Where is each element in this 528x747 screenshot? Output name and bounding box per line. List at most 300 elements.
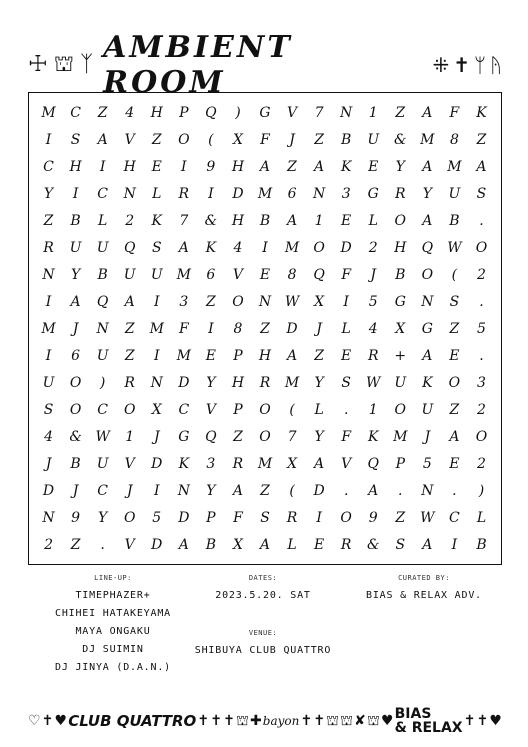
grid-cell: . bbox=[479, 347, 484, 364]
grid-cell: R bbox=[124, 374, 135, 391]
grid-cell: J bbox=[289, 131, 295, 148]
venue-name: SHIBUYA CLUB QUATTRO bbox=[194, 645, 332, 656]
grid-cell: D bbox=[151, 455, 163, 472]
grid-cell: D bbox=[313, 482, 325, 499]
grid-cell: Q bbox=[96, 293, 109, 310]
grid-cell: H bbox=[394, 239, 407, 256]
grid-cell: C bbox=[43, 158, 54, 175]
grid-cell: H bbox=[258, 347, 272, 364]
grid-cell: I bbox=[99, 158, 106, 175]
grid-cell: N bbox=[312, 185, 326, 202]
grid-cell: O bbox=[232, 293, 244, 310]
grid-cell: S bbox=[151, 239, 162, 256]
grid-cell: 3 bbox=[179, 293, 189, 310]
grid-cell: O bbox=[69, 401, 82, 418]
grid-cell: O bbox=[448, 374, 461, 391]
grid-cell: M bbox=[41, 320, 56, 337]
grid-cell: A bbox=[232, 482, 243, 499]
grid-cell: Z bbox=[314, 131, 324, 148]
grid-cell: Y bbox=[206, 374, 216, 391]
temple-icon: ⛫ bbox=[340, 713, 354, 729]
grid-cell: O bbox=[123, 401, 136, 418]
cross-icon: ✝ bbox=[300, 713, 313, 729]
grid-cell: L bbox=[368, 212, 378, 229]
grid-cell: X bbox=[232, 131, 243, 148]
grid-cell: S bbox=[395, 536, 406, 553]
grid-cell: Y bbox=[98, 509, 108, 526]
grid-cell: P bbox=[233, 347, 243, 364]
grid-cell: G bbox=[178, 428, 190, 445]
grid-cell: V bbox=[286, 104, 298, 121]
grid-cell: W bbox=[95, 428, 110, 445]
grid-cell: D bbox=[178, 374, 190, 391]
grid-cell: Z bbox=[70, 536, 81, 553]
grid-cell: F bbox=[260, 131, 270, 148]
grid-cell: C bbox=[70, 104, 81, 121]
grid-cell: 6 bbox=[287, 185, 297, 202]
grid-cell: A bbox=[476, 158, 487, 175]
grid-cell: 8 bbox=[233, 320, 243, 337]
grid-cell: P bbox=[233, 401, 243, 418]
grid-cell: Y bbox=[314, 428, 324, 445]
grid-cell: I bbox=[153, 347, 160, 364]
heart-outline-icon: ♡ bbox=[28, 713, 41, 729]
artist-name: CHIHEI HATAKEYAMA bbox=[55, 608, 171, 619]
event-info bbox=[28, 574, 502, 694]
grid-cell: Z bbox=[124, 320, 135, 337]
x-mark-icon: ✘ bbox=[354, 713, 366, 729]
bias-logo-line2: & RELAX bbox=[394, 720, 463, 736]
grid-cell: C bbox=[449, 509, 460, 526]
grid-cell: A bbox=[368, 482, 379, 499]
grid-cell: C bbox=[97, 185, 108, 202]
grid-cell: Q bbox=[205, 104, 217, 121]
curated-label: CURATED BY: bbox=[398, 574, 450, 582]
grid-cell: J bbox=[424, 428, 431, 445]
grid-cell: 8 bbox=[287, 266, 297, 283]
grid-cell: H bbox=[231, 212, 245, 229]
rune-icon: ᛉ bbox=[79, 52, 94, 77]
grid-cell: X bbox=[151, 401, 162, 418]
bias-logo-line1: BIAS bbox=[394, 706, 432, 722]
grid-cell: K bbox=[340, 158, 352, 175]
grid-cell: L bbox=[476, 509, 487, 526]
grid-cell: 4 bbox=[44, 428, 53, 445]
grid-cell: B bbox=[70, 455, 81, 472]
grid-cell: J bbox=[72, 482, 79, 499]
grid-cell: N bbox=[96, 320, 109, 337]
grid-cell: J bbox=[45, 455, 52, 472]
header-icons-left bbox=[28, 54, 93, 76]
grid-cell: B bbox=[259, 212, 271, 229]
grid-cell: M bbox=[284, 239, 300, 256]
grid-cell: Y bbox=[395, 158, 405, 175]
grid-cell: I bbox=[153, 293, 160, 310]
grid-cell: 1 bbox=[125, 428, 135, 445]
grid-cell: A bbox=[422, 212, 433, 229]
grid-cell: A bbox=[259, 158, 271, 175]
grid-cell: . bbox=[452, 482, 457, 499]
grid-cell: Z bbox=[449, 320, 460, 337]
grid-cell: F bbox=[341, 428, 352, 445]
grid-cell: B bbox=[476, 536, 487, 553]
grid-cell: G bbox=[259, 104, 271, 121]
grid-cell: I bbox=[343, 293, 349, 310]
grid-cell: I bbox=[181, 158, 187, 175]
grid-cell: Z bbox=[395, 104, 406, 121]
grid-cell: I bbox=[208, 320, 214, 337]
grid-cell: Z bbox=[260, 320, 270, 337]
grid-cell: H bbox=[123, 158, 136, 175]
grid-cell: . bbox=[100, 536, 105, 553]
grid-cell: X bbox=[395, 320, 406, 337]
grid-cell: Z bbox=[395, 509, 406, 526]
venue-label: VENUE: bbox=[248, 629, 278, 637]
grid-cell: 5 bbox=[152, 509, 162, 526]
cross-icon: ✝ bbox=[476, 713, 489, 729]
grid-cell: X bbox=[314, 293, 325, 310]
poster-title: AMBIENT ROOM bbox=[103, 30, 293, 100]
word-search-grid bbox=[28, 92, 502, 565]
grid-cell: Y bbox=[314, 374, 324, 391]
grid-cell: A bbox=[286, 347, 298, 364]
grid-cell: ) bbox=[99, 374, 106, 391]
grid-cell: S bbox=[341, 374, 351, 391]
grid-cell: Z bbox=[124, 347, 135, 364]
grid-cell: K bbox=[422, 374, 433, 391]
grid-cell: O bbox=[475, 239, 488, 256]
plus-icon: ✚ bbox=[249, 713, 262, 729]
grid-cell: L bbox=[152, 185, 162, 202]
grid-cell: 2 bbox=[368, 239, 378, 256]
grid-cell: V bbox=[124, 536, 135, 553]
grid-cell: 7 bbox=[287, 428, 297, 445]
grid-cell: A bbox=[178, 239, 189, 256]
lineup-section bbox=[28, 574, 198, 680]
poster-header bbox=[28, 30, 502, 100]
grid-cell: . bbox=[479, 293, 484, 310]
grid-cell: J bbox=[370, 266, 377, 283]
grid-cell: U bbox=[421, 401, 434, 418]
grid-cell: U bbox=[96, 347, 109, 364]
grid-cell: I bbox=[208, 185, 214, 202]
grid-cell: . bbox=[343, 401, 349, 418]
grid-cell: 5 bbox=[477, 320, 486, 337]
grid-cell: L bbox=[341, 320, 351, 337]
grid-cell: B bbox=[70, 212, 81, 229]
grid-cell: E bbox=[313, 536, 325, 553]
grid-cell: N bbox=[150, 374, 163, 391]
grid-cell: P bbox=[179, 104, 189, 121]
grid-cell: M bbox=[41, 104, 56, 121]
cross-icon: ✝ bbox=[41, 713, 54, 729]
grid-cell: K bbox=[205, 239, 217, 256]
grid-cell: K bbox=[178, 455, 190, 472]
grid-cell: W bbox=[366, 374, 381, 391]
cross-icon: ✝ bbox=[210, 713, 222, 729]
grid-cell: O bbox=[259, 401, 271, 418]
grid-cell: N bbox=[42, 266, 55, 283]
grid-cell: F bbox=[449, 104, 460, 121]
grid-cell: K bbox=[367, 428, 379, 445]
grid-cell: Z bbox=[151, 131, 162, 148]
grid-cell: Q bbox=[367, 455, 379, 472]
grid-cell: I bbox=[451, 536, 458, 553]
grid-cell: B bbox=[205, 536, 217, 553]
grid-cell: A bbox=[422, 536, 433, 553]
grid-cell: 9 bbox=[368, 509, 378, 526]
grid-cell: D bbox=[286, 320, 298, 337]
grid-cell: Y bbox=[422, 185, 432, 202]
grid-cell: U bbox=[394, 374, 407, 391]
grid-cell: S bbox=[43, 401, 54, 418]
grid-cell: U bbox=[123, 266, 136, 283]
grid-cell: R bbox=[286, 509, 298, 526]
grid-cell: Z bbox=[449, 401, 460, 418]
grid-cell: A bbox=[422, 104, 433, 121]
grid-cell: N bbox=[258, 293, 272, 310]
grid-cell: E bbox=[449, 347, 460, 364]
ornament-icon: ⁜ bbox=[432, 53, 450, 77]
grid-cell: N bbox=[421, 482, 434, 499]
grid-cell: ( bbox=[208, 131, 214, 148]
grid-cell: K bbox=[151, 212, 162, 229]
grid-cell: S bbox=[449, 293, 460, 310]
grid-cell: I bbox=[262, 239, 268, 256]
grid-cell: O bbox=[340, 509, 352, 526]
grid-cell: X bbox=[287, 455, 298, 472]
venue-section bbox=[193, 629, 333, 663]
grid-cell: I bbox=[45, 131, 52, 148]
grid-cell: D bbox=[340, 239, 352, 256]
grid-cell: 1 bbox=[368, 104, 378, 121]
grid-cell: 2 bbox=[125, 212, 135, 229]
grid-cells bbox=[35, 99, 495, 558]
grid-cell: E bbox=[449, 455, 460, 472]
temple-icon: ⛫ bbox=[235, 713, 249, 729]
grid-cell: A bbox=[314, 158, 325, 175]
grid-cell: B bbox=[449, 212, 460, 229]
grid-cell: S bbox=[260, 509, 270, 526]
grid-cell: L bbox=[97, 212, 108, 229]
dates-label: DATES: bbox=[248, 574, 278, 582]
grid-cell: 9 bbox=[71, 509, 81, 526]
club-quattro-logo: CLUB QUATTRO bbox=[68, 711, 197, 730]
grid-cell: R bbox=[43, 239, 54, 256]
grid-cell: A bbox=[449, 428, 460, 445]
grid-cell: M bbox=[284, 374, 300, 391]
heart-icon: ♥ bbox=[489, 713, 502, 729]
grid-cell: J bbox=[153, 428, 160, 445]
grid-cell: Y bbox=[43, 185, 54, 202]
grid-cell: U bbox=[448, 185, 461, 202]
temple-icon: ⛫ bbox=[53, 52, 74, 77]
grid-cell: E bbox=[341, 347, 352, 364]
grid-cell: & bbox=[394, 131, 407, 148]
curated-section bbox=[346, 574, 502, 608]
grid-cell: Z bbox=[97, 104, 108, 121]
grid-cell: Y bbox=[206, 482, 216, 499]
grid-cell: 5 bbox=[422, 455, 432, 472]
grid-cell: ( bbox=[289, 401, 295, 418]
grid-cell: M bbox=[447, 158, 462, 175]
grid-cell: N bbox=[123, 185, 136, 202]
grid-cell: 2 bbox=[44, 536, 53, 553]
grid-cell: 2 bbox=[477, 401, 486, 418]
grid-cell: Z bbox=[476, 131, 487, 148]
grid-cell: A bbox=[178, 536, 189, 553]
grid-cell: Z bbox=[287, 158, 297, 175]
grid-cell: D bbox=[178, 509, 190, 526]
grid-cell: H bbox=[69, 158, 82, 175]
grid-cell: U bbox=[69, 239, 82, 256]
grid-cell: R bbox=[259, 374, 271, 391]
grid-cell: N bbox=[421, 293, 434, 310]
artist-name: DJ SUIMIN bbox=[82, 644, 144, 655]
grid-cell: 4 bbox=[233, 239, 243, 256]
grid-cell: U bbox=[42, 374, 55, 391]
grid-cell: S bbox=[70, 131, 81, 148]
grid-cell: N bbox=[340, 104, 353, 121]
grid-cell: 6 bbox=[71, 347, 81, 364]
bias-relax-logo bbox=[395, 707, 463, 735]
grid-cell: B bbox=[97, 266, 108, 283]
cross-icon: ✝ bbox=[453, 53, 470, 77]
grid-cell: Z bbox=[206, 293, 216, 310]
grid-cell: Z bbox=[260, 482, 270, 499]
grid-cell: V bbox=[124, 131, 135, 148]
grid-cell: Z bbox=[314, 347, 324, 364]
grid-cell: 5 bbox=[368, 293, 378, 310]
grid-cell: V bbox=[124, 455, 135, 472]
grid-cell: Y bbox=[70, 266, 81, 283]
grid-cell: Q bbox=[123, 239, 136, 256]
grid-cell: F bbox=[233, 509, 243, 526]
temple-icon: ⛫ bbox=[366, 713, 380, 729]
grid-cell: I bbox=[153, 482, 160, 499]
grid-cell: M bbox=[393, 428, 408, 445]
cross-icon: ✝ bbox=[197, 713, 210, 729]
grid-cell: J bbox=[72, 320, 79, 337]
header-icons-right bbox=[432, 55, 502, 75]
grid-cell: R bbox=[395, 185, 406, 202]
grid-cell: U bbox=[150, 266, 163, 283]
grid-cell: & bbox=[366, 536, 380, 553]
grid-cell: 6 bbox=[206, 266, 216, 283]
grid-cell: W bbox=[420, 509, 435, 526]
grid-cell: & bbox=[204, 212, 218, 229]
grid-cell: 8 bbox=[449, 131, 459, 148]
grid-cell: O bbox=[394, 401, 407, 418]
cross-icon: ✝ bbox=[463, 713, 476, 729]
grid-cell: Q bbox=[421, 239, 434, 256]
grid-cell: N bbox=[42, 509, 55, 526]
grid-cell: & bbox=[69, 428, 82, 445]
grid-cell: M bbox=[257, 455, 273, 472]
grid-cell: 4 bbox=[368, 320, 378, 337]
grid-cell: H bbox=[150, 104, 163, 121]
grid-cell: M bbox=[176, 266, 191, 283]
grid-cell: M bbox=[420, 131, 435, 148]
grid-cell: A bbox=[422, 347, 433, 364]
grid-cell: E bbox=[368, 158, 379, 175]
grid-cell: B bbox=[341, 131, 352, 148]
grid-cell: . bbox=[398, 482, 403, 499]
grid-cell: L bbox=[287, 536, 297, 553]
grid-cell: F bbox=[178, 320, 189, 337]
grid-cell: 3 bbox=[341, 185, 351, 202]
grid-cell: A bbox=[314, 455, 325, 472]
artist-name: TIMEPHAZER+ bbox=[75, 590, 151, 601]
grid-cell: R bbox=[178, 185, 190, 202]
grid-cell: J bbox=[126, 482, 133, 499]
rune-icon: ᛘ bbox=[474, 53, 486, 77]
artist-name: DJ JINYA (D.A.N.) bbox=[55, 662, 171, 673]
grid-cell: F bbox=[341, 266, 352, 283]
grid-cell: 7 bbox=[179, 212, 189, 229]
grid-cell: V bbox=[205, 401, 216, 418]
grid-cell: 2 bbox=[477, 455, 486, 472]
footer-logos bbox=[28, 706, 502, 736]
grid-cell: V bbox=[232, 266, 243, 283]
grid-cell: G bbox=[421, 320, 433, 337]
grid-cell: N bbox=[177, 482, 190, 499]
grid-cell: L bbox=[314, 401, 324, 418]
grid-cell: B bbox=[395, 266, 406, 283]
temple-icon: ⛫ bbox=[326, 713, 340, 729]
grid-cell: R bbox=[367, 347, 379, 364]
rune-icon: ᚤ bbox=[490, 53, 502, 77]
grid-cell: K bbox=[476, 104, 487, 121]
grid-cell: I bbox=[72, 185, 79, 202]
grid-cell: D bbox=[232, 185, 244, 202]
grid-cell: ) bbox=[235, 104, 241, 121]
cross-icon: ✝ bbox=[223, 713, 235, 729]
grid-cell: I bbox=[45, 293, 52, 310]
grid-cell: 4 bbox=[125, 104, 135, 121]
grid-cell: U bbox=[367, 131, 380, 148]
grid-cell: O bbox=[475, 428, 488, 445]
cross-icon: ☩ bbox=[28, 52, 48, 77]
grid-cell: C bbox=[178, 401, 190, 418]
grid-cell: O bbox=[313, 239, 325, 256]
grid-cell: X bbox=[232, 536, 243, 553]
grid-cell: Q bbox=[313, 266, 325, 283]
grid-cell: M bbox=[257, 185, 273, 202]
bayon-logo: bayon bbox=[262, 714, 300, 728]
grid-cell: O bbox=[259, 428, 271, 445]
grid-cell: H bbox=[231, 158, 245, 175]
cross-icon: ✝ bbox=[313, 713, 326, 729]
grid-cell: U bbox=[96, 455, 109, 472]
grid-cell: Q bbox=[205, 428, 217, 445]
grid-cell: M bbox=[149, 320, 164, 337]
heart-icon: ♥ bbox=[54, 713, 68, 729]
grid-cell: O bbox=[178, 131, 190, 148]
grid-cell: A bbox=[286, 212, 298, 229]
grid-cell: ) bbox=[478, 482, 485, 499]
lineup-label: LINE-UP: bbox=[94, 574, 132, 582]
grid-cell: C bbox=[97, 482, 108, 499]
grid-cell: D bbox=[151, 536, 163, 553]
grid-cell: I bbox=[45, 347, 52, 364]
grid-cell: 1 bbox=[368, 401, 378, 418]
grid-cell: 7 bbox=[314, 104, 324, 121]
grid-cell: I bbox=[316, 509, 322, 526]
grid-cell: J bbox=[316, 320, 322, 337]
grid-cell: ( bbox=[451, 266, 458, 283]
grid-cell: 1 bbox=[314, 212, 324, 229]
